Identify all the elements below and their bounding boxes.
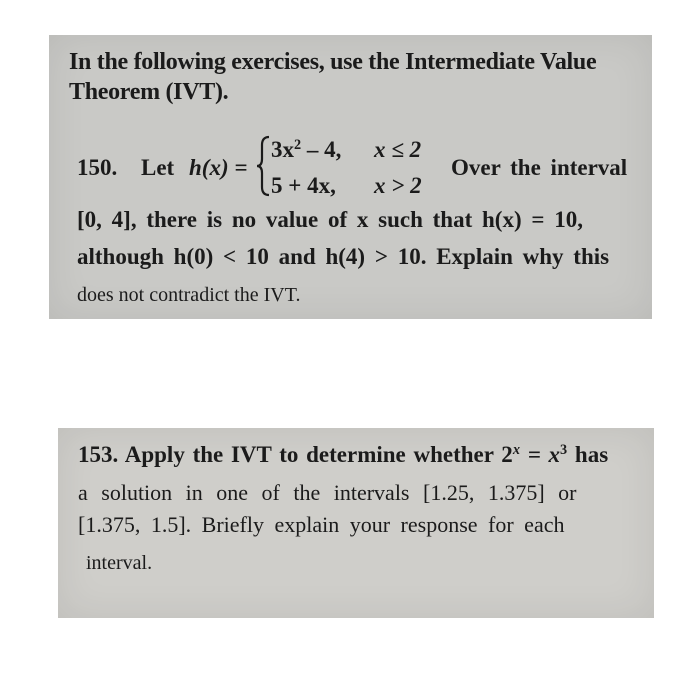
exercise-card-150	[49, 35, 652, 319]
problem-text-line: [0, 4], there is no value of x such that h(x) = 10,	[77, 207, 583, 232]
let-word: Let	[141, 155, 175, 180]
problem-text-line: a solution in one of the intervals [1.25, 1.375] or	[78, 480, 577, 505]
problem-text-line: does not contradict the IVT.	[77, 284, 301, 306]
piecewise-brace	[255, 135, 271, 197]
exercise-card-153	[58, 428, 654, 618]
problem-text-line: although h(0) < 10 and h(4) > 10. Explain why this	[77, 244, 610, 269]
instructions-heading: In the following exercises, use the Intermediate Value	[69, 49, 597, 75]
exercise-number: 150.	[77, 155, 118, 180]
problem-text-line: 153. Apply the IVT to determine whether $2^x = x^3$ has	[78, 442, 609, 467]
case2-expression: 5 + 4x,	[271, 173, 336, 198]
case1-expression: $3x^2 - 4$,	[271, 137, 342, 162]
problem-text-line: [1.375, 1.5]. Briefly explain your response for each	[78, 512, 565, 537]
instructions-heading-continued: Theorem (IVT).	[69, 79, 229, 105]
problem-text-line: interval.	[86, 552, 153, 574]
case2-condition: x > 2	[374, 173, 422, 198]
function-name: h(x) =	[189, 155, 248, 180]
case1-condition: x ≤ 2	[374, 137, 422, 162]
over-interval-text: Over the interval	[451, 155, 628, 180]
